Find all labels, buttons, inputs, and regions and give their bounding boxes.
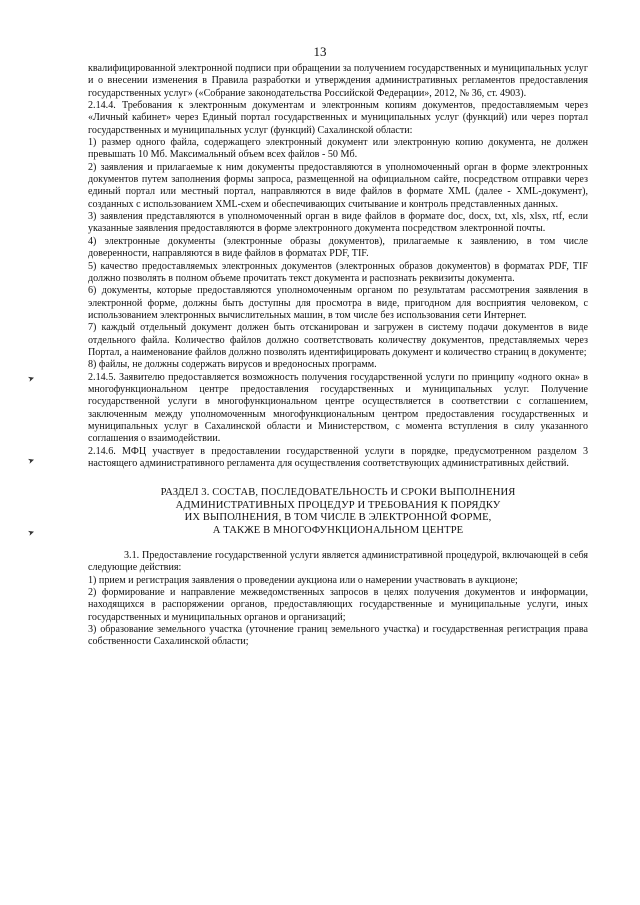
requirement-item-2: 2) заявления и прилагаемые к ним документы предоставляются в уполномоченный орган в форме электронных документов путем заполнения формы запроса, размещенной на официальном сайте, посредством отправки через единый портал или местный портал, направляются в виде файлов в формате XML (далее - XML-документ), созданных с использованием XML-схем и обеспечивающих считывание и контроль представленных данных. (88, 161, 588, 210)
section-heading-line: РАЗДЕЛ 3. СОСТАВ, ПОСЛЕДОВАТЕЛЬНОСТЬ И СРОКИ ВЫПОЛНЕНИЯ (160, 487, 516, 499)
requirement-item-1: 1) размер одного файла, содержащего электронный документ или электронную копию документа, не должен превышать 10 Мб. Максимальный объем всех файлов - 50 Мб. (88, 137, 588, 161)
requirement-item-5: 5) качество предоставляемых электронных документов (электронных образов документов) в форматах PDF, TIF должно позволять в полном объеме прочитать текст документа и распознать реквизиты документа. (88, 260, 588, 284)
requirement-item-4: 4) электронные документы (электронные образы документов), прилагаемые к заявлению, в том числе доверенности, направляются в виде файлов в форматах PDF, TIF. (88, 235, 588, 260)
requirement-item-6: 6) документы, которые предоставляются уполномоченным органом по результатам рассмотрения заявления в электронной форме, должны быть доступны для просмотра в виде, пригодном для восприятия человеком, с использованием электронных вычислительных машин, в том числе без использования сети Интернет. (88, 285, 588, 321)
section-3-heading (88, 487, 588, 537)
paragraph-3-1: 3.1. Предоставление государственной услуги является административной процедурой, включающей в себя следующие действия: (88, 549, 588, 574)
procedure-item-3: 3) образование земельного участка (уточнение границ земельного участка) и государственная регистрация права собственности Сахалинской области; (88, 624, 588, 648)
paragraph-2-14-6: 2.14.6. МФЦ участвует в предоставлении государственной услуги в порядке, предусмотренном разделом 3 настоящего административного регламента для осуществления соответствующих административных действий. (88, 445, 588, 469)
requirement-item-7: 7) каждый отдельный документ должен быть отсканирован и загружен в систему подачи документов в виде отдельного файла. Количество файлов должно соответствовать количеству документов, представляемых через Портал, а наименование файлов должно позволять идентифицировать документ и количество страниц в документе; (88, 322, 588, 358)
procedure-item-2: 2) формирование и направление межведомственных запросов в целях получения документов и информации, находящихся в распоряжении органов, предоставляющих государственные и муниципальные услуги, иных государственных и муниципальных органов и организаций; (88, 587, 588, 623)
paragraph-2-14-4: 2.14.4. Требования к электронным документам и электронным копиям документов, предоставляемым через «Личный кабинет» через Единый портал государственных и муниципальных услуг (функций) или через портал государственных и муниципальных услуг (функций) Сахалинской области: (88, 100, 588, 136)
requirement-item-3: 3) заявления представляются в уполномоченный орган в виде файлов в формате doc, docx, txt, xls, xlsx, rtf, если указанные заявления предоставляются в форме электронного документа посредством электронной почты. (88, 211, 588, 235)
requirement-item-8: 8) файлы, не должны содержать вирусов и вредоносных программ. (88, 359, 377, 371)
document-body (88, 63, 588, 649)
margin-arrow-mark-icon: ➤ (26, 373, 36, 384)
procedure-item-1: 1) прием и регистрация заявления о проведении аукциона или о намерении участвовать в аукционе; (88, 574, 518, 586)
margin-arrow-mark-icon: ➤ (26, 527, 36, 538)
section-heading-line: ИХ ВЫПОЛНЕНИЯ, В ТОМ ЧИСЛЕ В ЭЛЕКТРОННОЙ ФОРМЕ, (184, 512, 492, 524)
section-heading-line: АДМИНИСТРАТИВНЫХ ПРОЦЕДУР И ТРЕБОВАНИЯ К ПОРЯДКУ (175, 499, 501, 511)
page-number: 13 (313, 44, 327, 59)
margin-arrow-mark-icon: ➤ (26, 455, 36, 466)
paragraph-signature-rules: квалифицированной электронной подписи при обращении за получением государственных и муниципальных услуг и о внесении изменения в Правила разработки и утверждения административных регламентов предоставления государственных услуг» («Собрание законодательства Российской Федерации», 2012, № 36, ст. 4903). (88, 63, 588, 99)
paragraph-2-14-5: 2.14.5. Заявителю предоставляется возможность получения государственной услуги по принципу «одного окна» в многофункциональном центре предоставления государственных и муниципальных услуг. Получение государственной услуги в многофункциональном центре осуществляется в соответствии с соглашением, заключенным между уполномоченным многофункциональным центром предоставления государственных и муниципальных услуг в Сахалинской области и Министерством, с момента вступления в силу указанного соглашения о взаимодействии. (88, 371, 588, 445)
section-heading-line: А ТАКЖЕ В МНОГОФУНКЦИОНАЛЬНОМ ЦЕНТРЕ (212, 524, 464, 536)
